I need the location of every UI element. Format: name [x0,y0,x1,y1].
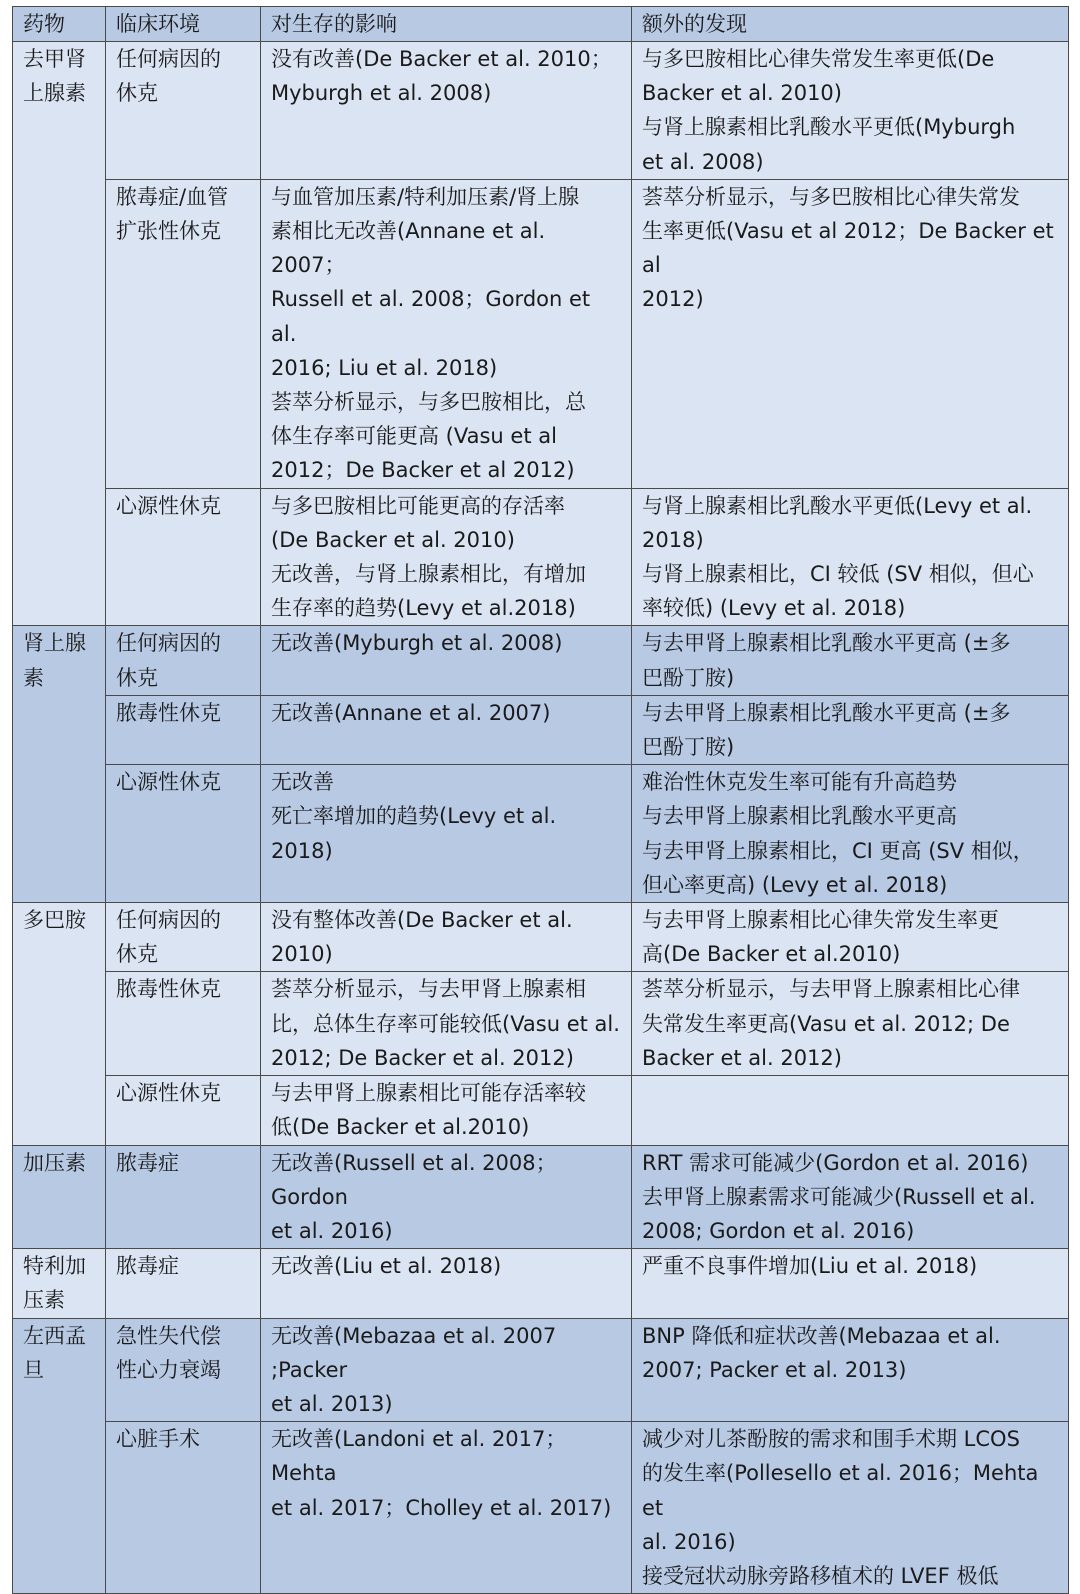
survival-effect-cell [261,1422,632,1594]
table-row [13,179,1069,488]
survival-effect-cell-line: 无改善，与肾上腺素相比，有增加 [271,562,586,587]
clinical-setting-cell-line: 任何病因的 [116,47,221,71]
table-body [13,42,1069,1594]
survival-effect-cell-line: 荟萃分析显示，与多巴胺相比，总 [271,390,586,415]
clinical-setting-cell-line: 脓毒性休克 [116,977,221,1002]
survival-effect-cell [261,1249,632,1318]
drug-name-cell-line: 上腺素 [23,81,86,106]
drug-name-cell-line: 去甲肾 [23,47,86,71]
additional-findings-cell-line: 2018) [642,527,704,552]
drug-name-cell-line: 肾上腺 [23,631,86,656]
clinical-setting-cell [106,903,261,972]
survival-effect-cell-line: et al. 2016) [271,1218,393,1243]
survival-effect-cell-line: 素相比无改善(Annane et al. 2007； [271,219,546,278]
survival-effect-cell-line: et al. 2013) [271,1391,393,1416]
additional-findings-cell-line: 与多巴胺相比心律失常发生率更低(De [642,47,995,71]
drug-name-cell-line: 加压素 [23,1150,86,1175]
additional-findings-cell-line: 与肾上腺素相比乳酸水平更低(Myburgh [642,115,1016,140]
additional-findings-cell-line: 减少对儿茶酚胺的需求和围手术期 LCOS [642,1427,1020,1452]
clinical-setting-cell-line: 脓毒症/血管 [116,184,229,209]
additional-findings-cell-line: BNP 降低和症状改善(Mebazaa et al. [642,1323,1001,1348]
table-row [13,972,1069,1076]
additional-findings-cell-line: 难治性休克发生率可能有升高趋势 [642,770,957,795]
additional-findings-cell [632,488,1069,626]
additional-findings-cell-line: 与肾上腺素相比，CI 较低 (SV 相似，但心 [642,562,1034,587]
survival-effect-cell-line: 2010) [271,942,333,967]
survival-effect-cell-line: 比，总体生存率可能较低(Vasu et al. [271,1011,620,1036]
evidence-table [12,6,1069,1594]
header-additional-findings: 额外的发现 [632,7,1069,42]
additional-findings-cell-line: 接受冠状动脉旁路移植术的 LVEF 极低 [642,1563,999,1588]
table-row [13,765,1069,903]
drug-name-cell-line: 旦 [23,1357,44,1382]
survival-effect-cell-line: 生存率的趋势(Levy et al.2018) [271,596,576,621]
drug-name-cell-line: 特利加 [23,1254,86,1279]
header-clinical-setting: 临床环境 [106,7,261,42]
drug-name-cell-line: 多巴胺 [23,908,86,933]
additional-findings-cell [632,42,1069,180]
clinical-setting-cell [106,42,261,180]
additional-findings-cell [632,1076,1069,1145]
clinical-setting-cell [106,1318,261,1422]
clinical-setting-cell [106,1422,261,1594]
additional-findings-cell [632,765,1069,903]
survival-effect-cell-line: (De Backer et al. 2010) [271,527,515,552]
additional-findings-cell-line: 去甲肾上腺素需求可能减少(Russell et al. [642,1184,1036,1209]
survival-effect-cell-line: 死亡率增加的趋势(Levy et al. 2018) [271,804,557,863]
clinical-setting-cell-line: 脓毒性休克 [116,700,221,725]
additional-findings-cell-line: 但心率更高) (Levy et al. 2018) [642,872,948,897]
clinical-setting-cell-line: 性心力衰竭 [116,1357,221,1382]
survival-effect-cell-line: 无改善(Russell et al. 2008；Gordon [271,1150,557,1209]
survival-effect-cell [261,765,632,903]
drug-name-cell [13,1249,106,1318]
survival-effect-cell [261,972,632,1076]
additional-findings-cell [632,1318,1069,1422]
clinical-setting-cell-line: 脓毒症 [116,1150,179,1175]
additional-findings-cell-line: 与去甲肾上腺素相比乳酸水平更高 (±多 [642,631,1011,656]
survival-effect-cell-line: 与去甲肾上腺素相比可能存活率较 [271,1081,586,1106]
additional-findings-cell-line: 的发生率(Pollesello et al. 2016；Mehta et [642,1461,1039,1520]
header-drug: 药物 [13,7,106,42]
survival-effect-cell-line: 与血管加压素/特利加压素/肾上腺 [271,184,580,209]
clinical-setting-cell [106,626,261,695]
clinical-setting-cell [106,488,261,626]
additional-findings-cell-line: 荟萃分析显示，与去甲肾上腺素相比心律 [642,977,1020,1002]
clinical-setting-cell-line: 休克 [116,81,158,106]
clinical-setting-cell [106,695,261,764]
survival-effect-cell [261,695,632,764]
clinical-setting-cell [106,1249,261,1318]
clinical-setting-cell-line: 任何病因的 [116,631,221,656]
survival-effect-cell-line: Russell et al. 2008；Gordon et al. [271,287,591,346]
clinical-setting-cell-line: 扩张性休克 [116,219,221,244]
clinical-setting-cell [106,179,261,488]
additional-findings-cell-line: 生率更低(Vasu et al 2012；De Backer et al [642,219,1054,278]
clinical-setting-cell-line: 心源性休克 [116,1081,221,1106]
survival-effect-cell [261,179,632,488]
clinical-setting-cell-line: 休克 [116,665,158,690]
additional-findings-cell-line: Backer et al. 2012) [642,1045,842,1070]
additional-findings-cell-line: al. 2016) [642,1529,736,1554]
survival-effect-cell-line: 没有改善(De Backer et al. 2010； [271,47,612,71]
survival-effect-cell-line: 无改善(Liu et al. 2018) [271,1254,502,1279]
survival-effect-cell-line: 与多巴胺相比可能更高的存活率 [271,493,565,518]
additional-findings-cell-line: 2007; Packer et al. 2013) [642,1357,907,1382]
additional-findings-cell-line: 2008; Gordon et al. 2016) [642,1218,915,1243]
additional-findings-cell-line: 与去甲肾上腺素相比乳酸水平更高 [642,804,957,829]
additional-findings-cell-line: RRT 需求可能减少(Gordon et al. 2016) [642,1150,1029,1175]
survival-effect-cell-line: 体生存率可能更高 (Vasu et al [271,424,557,449]
survival-effect-cell-line: Myburgh et al. 2008) [271,81,492,106]
table-row [13,42,1069,180]
clinical-setting-cell [106,1145,261,1249]
table-row [13,903,1069,972]
additional-findings-cell-line: 巴酚丁胺) [642,735,735,760]
table-row [13,1249,1069,1318]
clinical-setting-cell [106,1076,261,1145]
survival-effect-cell-line: 无改善(Myburgh et al. 2008) [271,631,563,656]
clinical-setting-cell-line: 任何病因的 [116,908,221,933]
additional-findings-cell-line: 2012) [642,287,704,312]
additional-findings-cell-line: 严重不良事件增加(Liu et al. 2018) [642,1254,978,1279]
additional-findings-cell-line: Backer et al. 2010) [642,81,842,106]
additional-findings-cell [632,695,1069,764]
table-row [13,1422,1069,1594]
drug-name-cell [13,903,106,1145]
table-row [13,1318,1069,1422]
survival-effect-cell-line: 无改善(Mebazaa et al. 2007 ;Packer [271,1323,557,1382]
drug-name-cell-line: 素 [23,665,44,690]
additional-findings-cell [632,903,1069,972]
survival-effect-cell [261,1076,632,1145]
survival-effect-cell [261,903,632,972]
clinical-setting-cell-line: 脓毒症 [116,1254,179,1279]
clinical-setting-cell-line: 心脏手术 [116,1427,200,1452]
additional-findings-cell-line: 与去甲肾上腺素相比，CI 更高 (SV 相似， [642,838,1034,863]
additional-findings-cell-line: 失常发生率更高(Vasu et al. 2012; De [642,1011,1010,1036]
survival-effect-cell [261,1318,632,1422]
additional-findings-cell [632,1145,1069,1249]
clinical-setting-cell-line: 心源性休克 [116,770,221,795]
survival-effect-cell-line: 2012；De Backer et al 2012) [271,458,575,483]
table-row [13,1145,1069,1249]
clinical-setting-cell-line: 休克 [116,942,158,967]
header-survival-effect: 对生存的影响 [261,7,632,42]
survival-effect-cell-line: 无改善(Landoni et al. 2017；Mehta [271,1427,567,1486]
drug-name-cell-line: 左西孟 [23,1323,86,1348]
survival-effect-cell-line: 无改善(Annane et al. 2007) [271,700,551,725]
survival-effect-cell-line: 低(De Backer et al.2010) [271,1115,530,1140]
drug-name-cell [13,1318,106,1594]
clinical-setting-cell-line: 心源性休克 [116,493,221,518]
clinical-setting-cell [106,972,261,1076]
drug-name-cell [13,1145,106,1249]
survival-effect-cell-line: 无改善 [271,770,334,795]
additional-findings-cell-line: 与去甲肾上腺素相比乳酸水平更高 (±多 [642,700,1011,725]
additional-findings-cell-line: 与去甲肾上腺素相比心律失常发生率更 [642,908,999,933]
drug-name-cell-line: 压素 [23,1288,65,1313]
table-header-row [13,7,1069,42]
additional-findings-cell-line: 与肾上腺素相比乳酸水平更低(Levy et al. [642,493,1033,518]
survival-effect-cell [261,626,632,695]
survival-effect-cell [261,488,632,626]
table-row [13,626,1069,695]
drug-name-cell [13,42,106,626]
additional-findings-cell [632,179,1069,488]
additional-findings-cell [632,626,1069,695]
survival-effect-cell-line: 2012; De Backer et al. 2012) [271,1045,574,1070]
additional-findings-cell-line: 率较低) (Levy et al. 2018) [642,596,906,621]
table-row [13,1076,1069,1145]
survival-effect-cell-line: 2016; Liu et al. 2018) [271,355,498,380]
additional-findings-cell-line: 高(De Backer et al.2010) [642,942,901,967]
survival-effect-cell-line: et al. 2017；Cholley et al. 2017) [271,1495,612,1520]
additional-findings-cell-line: 荟萃分析显示，与多巴胺相比心律失常发 [642,184,1020,209]
clinical-setting-cell [106,765,261,903]
additional-findings-cell-line: et al. 2008) [642,149,764,174]
survival-effect-cell-line: 没有整体改善(De Backer et al. [271,908,573,933]
clinical-setting-cell-line: 急性失代偿 [116,1323,221,1348]
table-row [13,695,1069,764]
survival-effect-cell [261,42,632,180]
additional-findings-cell [632,972,1069,1076]
table-row [13,488,1069,626]
survival-effect-cell [261,1145,632,1249]
additional-findings-cell [632,1249,1069,1318]
survival-effect-cell-line: 荟萃分析显示，与去甲肾上腺素相 [271,977,586,1002]
additional-findings-cell [632,1422,1069,1594]
additional-findings-cell-line: 巴酚丁胺) [642,665,735,690]
drug-name-cell [13,626,106,903]
